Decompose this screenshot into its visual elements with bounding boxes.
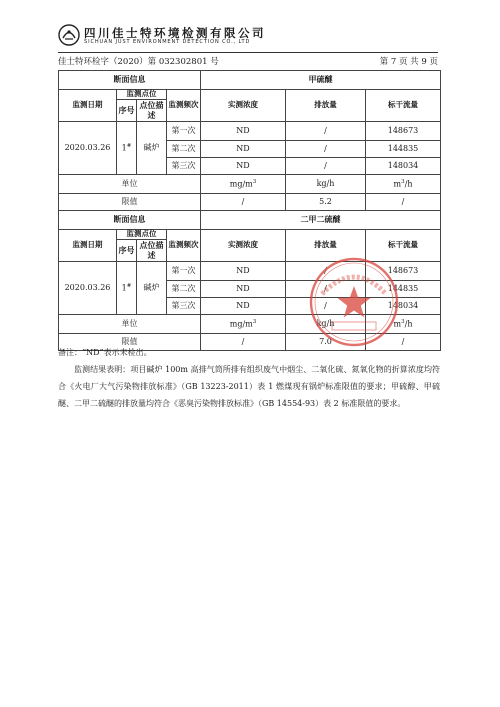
table2-limit-flow: / xyxy=(366,334,441,351)
table1-flow: 144835 xyxy=(366,141,441,158)
table2-limit-label: 限值 xyxy=(59,334,201,351)
conclusion-text: 监测结果表明：项目碱炉 100m 高排气筒所排有组织废气中烟尘、二氧化硫、氮氧化物的折算浓度均符合《火电厂大气污染物排放标准》（GB 13223-2011）表 1 燃煤现有锅炉标准限值的要求；甲硫醇、甲硫醚、二甲二硫醚的排放量均符合《恶臭污染物排放标准》（GB 14554-93）表 2 标准限值的要求。 xyxy=(58,365,440,408)
table1-header-row-a xyxy=(59,90,441,100)
table2-seq: 1# xyxy=(117,262,137,315)
table1-col-freq: 监测频次 xyxy=(167,90,201,122)
table1-point: 碱炉 xyxy=(137,122,167,175)
company-name-cn: 四川佳士特环境检测有限公司 xyxy=(84,26,266,40)
table1-rate: / xyxy=(286,158,366,175)
table1-conc: ND xyxy=(201,122,286,141)
table2-freq: 第一次 xyxy=(167,262,201,281)
table1-col-rate: 排放量 xyxy=(286,90,366,122)
table2-limit-conc: / xyxy=(201,334,286,351)
table2-pollutant: 二甲二硫醚 xyxy=(201,211,441,230)
table1-seq: 1# xyxy=(117,122,137,175)
table2-limit-rate: 7.0 xyxy=(286,334,366,351)
table2-flow: 148673 xyxy=(366,262,441,281)
table2-unit-rate: kg/h xyxy=(286,315,366,334)
table1-col-date: 监测日期 xyxy=(59,90,117,122)
table1-rate: / xyxy=(286,141,366,158)
table1-conc: ND xyxy=(201,141,286,158)
table2-freq: 第三次 xyxy=(167,298,201,315)
table2-point: 碱炉 xyxy=(137,262,167,315)
table1-date: 2020.03.26 xyxy=(59,122,117,175)
table1-limit-rate: 5.2 xyxy=(286,194,366,211)
table2-section-label: 断面信息 xyxy=(59,211,201,230)
table1-limit-flow: / xyxy=(366,194,441,211)
table2-col-seq: 序号 xyxy=(117,240,137,262)
table1-unit-rate: kg/h xyxy=(286,175,366,194)
table2-unit-conc: $mg/m^3$ xyxy=(201,315,286,334)
table1-col-point-info: 监测点位 xyxy=(117,90,167,100)
header-divider xyxy=(58,52,438,53)
table2-rate: / xyxy=(286,262,366,281)
table2-section-row xyxy=(59,211,441,230)
table1-conc: ND xyxy=(201,158,286,175)
table2-col-freq: 监测频次 xyxy=(167,230,201,262)
table1-freq: 第三次 xyxy=(167,158,201,175)
table1-col-point-desc: 点位描述 xyxy=(137,100,167,122)
table1-flow: 148034 xyxy=(366,158,441,175)
table1-col-seq: 序号 xyxy=(117,100,137,122)
table1-col-conc: 实测浓度 xyxy=(201,90,286,122)
table1-section-label: 断面信息 xyxy=(59,71,201,90)
notes-section xyxy=(58,344,440,412)
table2-col-point-info: 监测点位 xyxy=(117,230,167,240)
table2-col-flow: 标干流量 xyxy=(366,230,441,262)
table2-rate: / xyxy=(286,298,366,315)
table-row xyxy=(59,122,441,141)
table1-freq: 第一次 xyxy=(167,122,201,141)
company-logo-icon xyxy=(58,24,80,46)
table2-unit-flow: $m^3/h$ xyxy=(366,315,441,334)
table1-flow: 148673 xyxy=(366,122,441,141)
table1-freq: 第二次 xyxy=(167,141,201,158)
table2-conc: ND xyxy=(201,281,286,298)
table2-conc: ND xyxy=(201,262,286,281)
table1-unit-conc: $mg/m^3$ xyxy=(201,175,286,194)
table1-pollutant: 甲硫醚 xyxy=(201,71,441,90)
table2-col-rate: 排放量 xyxy=(286,230,366,262)
table2-col-date: 监测日期 xyxy=(59,230,117,262)
table1-rate: / xyxy=(286,122,366,141)
table2-col-conc: 实测浓度 xyxy=(201,230,286,262)
table2-rate: / xyxy=(286,281,366,298)
table2-conc: ND xyxy=(201,298,286,315)
page-number: 第 7 页 共 9 页 xyxy=(379,57,438,67)
table1-limit-row xyxy=(59,194,441,211)
table2-flow: 148034 xyxy=(366,298,441,315)
table1-col-flow: 标干流量 xyxy=(366,90,441,122)
table1-limit-label: 限值 xyxy=(59,194,201,211)
table1-unit-row xyxy=(59,175,441,194)
report-number: 佳士特环检字（2020）第 032302801 号 xyxy=(58,57,219,67)
table2-col-point-desc: 点位描述 xyxy=(137,240,167,262)
table1-unit-label: 单位 xyxy=(59,175,201,194)
table1-limit-conc: / xyxy=(201,194,286,211)
table2-unit-label: 单位 xyxy=(59,315,201,334)
table2-freq: 第二次 xyxy=(167,281,201,298)
table2-flow: 144835 xyxy=(366,281,441,298)
company-name-en: SICHUAN JUST ENVIRONMENT DETECTION CO., LTD xyxy=(84,39,251,45)
table2-date: 2020.03.26 xyxy=(59,262,117,315)
table1-section-row xyxy=(59,71,441,90)
inspection-seal-stamp xyxy=(308,256,400,348)
table1-unit-flow: $m^3/h$ xyxy=(366,175,441,194)
document-header xyxy=(58,22,458,50)
remark-text: 备注：“ND”表示未检出。 xyxy=(58,348,152,357)
table2-header-row-a xyxy=(59,230,441,240)
